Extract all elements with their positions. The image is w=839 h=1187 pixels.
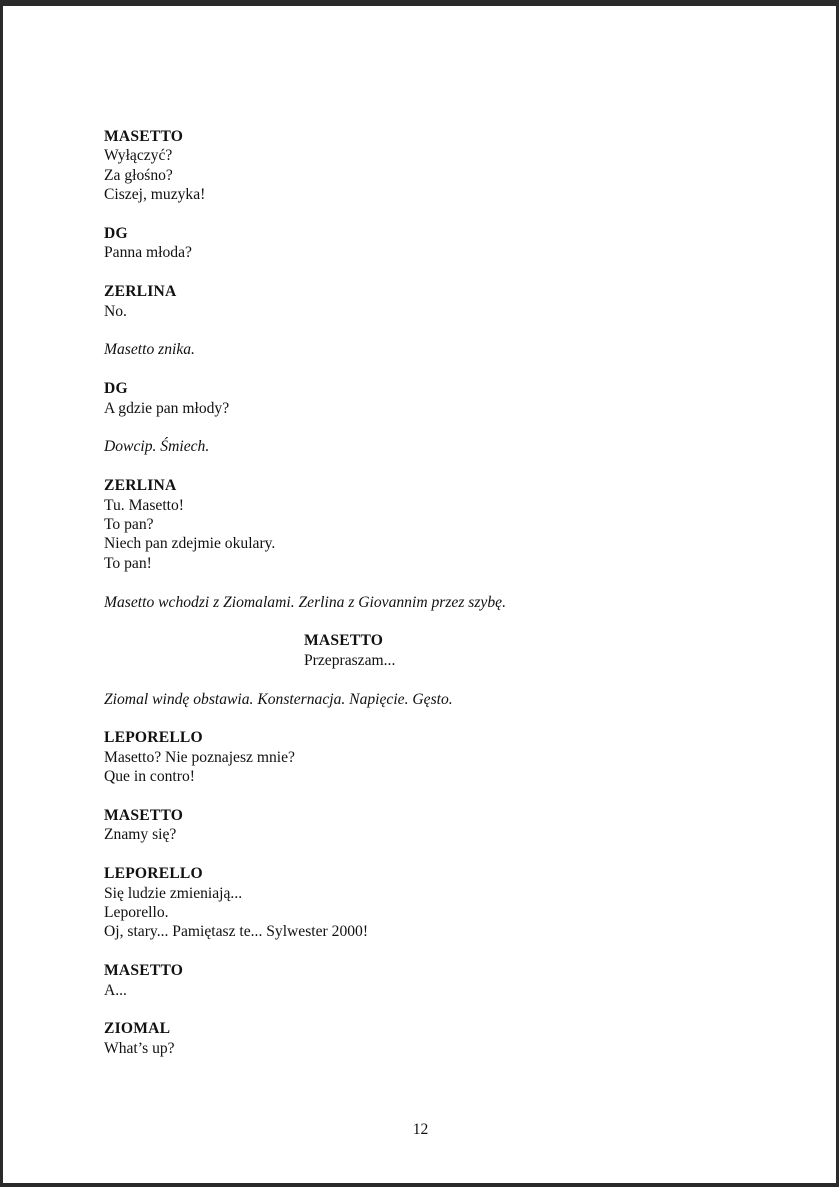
dialogue-line: Znamy się? (104, 826, 177, 844)
dialogue-line: Oj, stary... Pamiętasz te... Sylwester 2000! (104, 923, 369, 941)
dialogue-line: Za głośno? (104, 166, 173, 184)
speaker-name: DG (104, 380, 128, 398)
dialogue-line: Panna młoda? (104, 244, 192, 262)
dialogue-line: A... (104, 981, 127, 999)
dialogue-line: No. (104, 302, 127, 320)
dialogue-line: To pan? (104, 516, 154, 534)
dialogue-line: To pan! (104, 554, 152, 572)
speaker-name: LEPORELLO (104, 729, 203, 747)
speaker-name: ZERLINA (104, 283, 177, 301)
page-number (3, 1121, 839, 1139)
dialogue-block (104, 282, 764, 321)
dialogue-block (104, 864, 764, 942)
script-body (104, 127, 764, 1078)
dialogue-block (104, 961, 764, 1000)
stage-direction: Masetto wchodzi z Ziomalami. Zerlina z Giovannim przez szybę. (104, 593, 506, 611)
dialogue-line: Niech pan zdejmie okulary. (104, 535, 276, 553)
dialogue-line: Tu. Masetto! (104, 496, 185, 514)
dialogue-block (104, 728, 764, 786)
stage-direction: Masetto znika. (104, 341, 195, 359)
dialogue-block (104, 806, 764, 845)
speaker-name: ZIOMAL (104, 1020, 171, 1038)
dialogue-line: Wyłączyć? (104, 147, 173, 165)
speaker-name: DG (104, 225, 128, 243)
dialogue-line: Que in contro! (104, 768, 195, 786)
dialogue-line: Masetto? Nie poznajesz mnie? (104, 748, 295, 766)
speaker-name: ZERLINA (104, 477, 177, 495)
page-number-text: 12 (412, 1121, 429, 1138)
dialogue-line: Się ludzie zmieniają... (104, 884, 243, 902)
dialogue-line: Ciszej, muzyka! (104, 186, 206, 204)
dialogue-line: Leporello. (104, 904, 169, 922)
dialogue-block (104, 476, 764, 573)
speaker-name: MASETTO (304, 632, 384, 650)
dialogue-block (104, 379, 764, 418)
dialogue-block (104, 127, 764, 205)
stage-direction: Ziomal windę obstawia. Konsternacja. Napięcie. Gęsto. (104, 690, 453, 708)
dialogue-line: A gdzie pan młody? (104, 399, 230, 417)
dialogue-block (104, 1019, 764, 1058)
speaker-name: MASETTO (104, 807, 184, 825)
speaker-name: MASETTO (104, 962, 184, 980)
dialogue-line: Przepraszam... (304, 651, 396, 669)
speaker-name: MASETTO (104, 128, 184, 145)
dialogue-block (104, 224, 764, 263)
stage-direction: Dowcip. Śmiech. (104, 438, 210, 456)
speaker-name: LEPORELLO (104, 865, 203, 883)
dialogue-line: What’s up? (104, 1039, 175, 1057)
dialogue-block (104, 631, 764, 670)
